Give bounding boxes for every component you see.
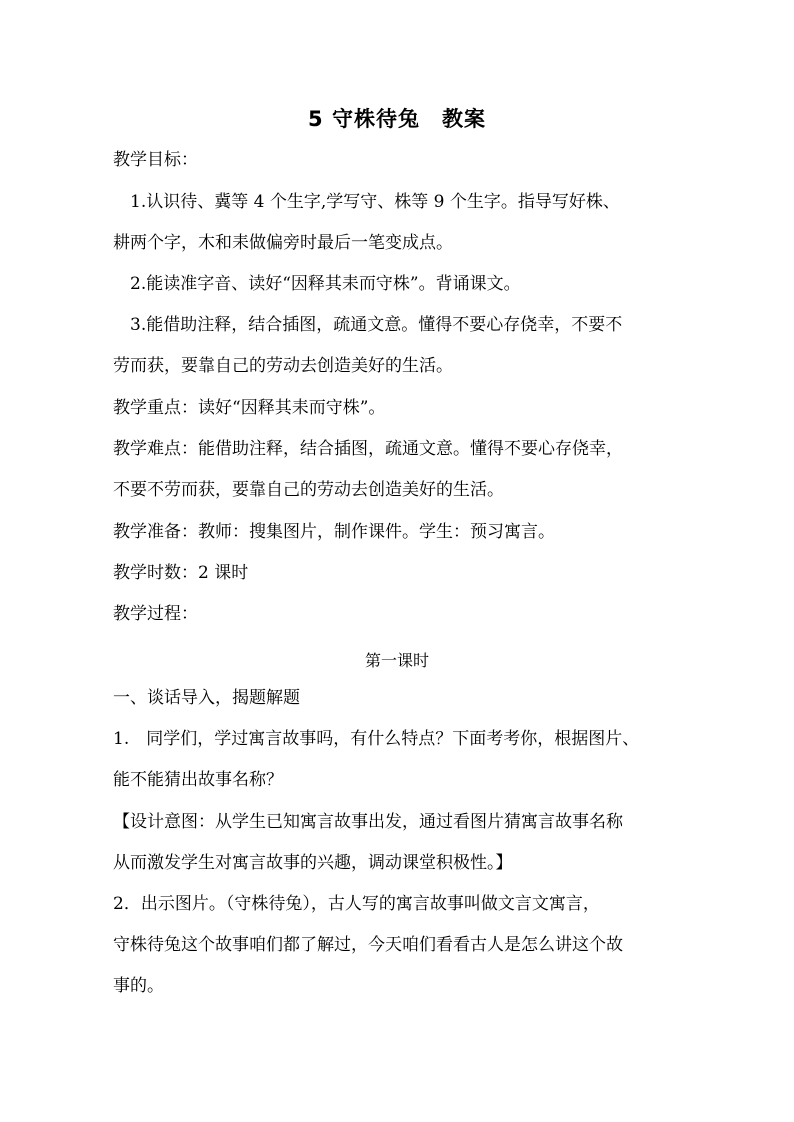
goal-1-line-2: 耕两个字，木和耒做偏旁时最后一笔变成点。 — [113, 233, 453, 253]
process-label: 教学过程： — [113, 604, 198, 624]
goals-label: 教学目标： — [113, 150, 198, 170]
item-2-line-2: 守株待兔这个故事咱们都了解过，今天咱们看看古人是怎么讲这个故 — [113, 935, 623, 955]
section-1-heading: 一、谈话导入，揭题解题 — [113, 688, 300, 708]
page-title: 5 守株待兔 教案 — [308, 107, 486, 131]
key-point: 教学重点：读好“因释其耒而守株”。 — [113, 398, 386, 418]
difficulty-line-2: 不要不劳而获，要靠自己的劳动去创造美好的生活。 — [113, 480, 504, 500]
goal-3-line-2: 劳而获，要靠自己的劳动去创造美好的生活。 — [113, 356, 453, 376]
design-intent-line-2: 从而激发学生对寓言故事的兴趣，调动课堂积极性。】 — [113, 853, 513, 873]
item-2-line-1: 2．出示图片。（守株待兔），古人写的寓言故事叫做文言文寓言， — [113, 894, 600, 914]
teaching-hours: 教学时数：2 课时 — [113, 563, 249, 583]
goal-2: 2.能读准字音、读好“因释其耒而守株”。背诵课文。 — [130, 274, 521, 294]
item-1-line-1: 1. 同学们，学过寓言故事吗，有什么特点？下面考考你，根据图片、 — [113, 729, 640, 749]
lesson-1-heading: 第一课时 — [364, 651, 429, 670]
goal-1-line-1: 1.认识待、冀等 4 个生字,学写守、株等 9 个生字。指导写好株、 — [130, 192, 620, 212]
item-2-line-3: 事的。 — [113, 976, 164, 996]
design-intent-line-1: 【设计意图：从学生已知寓言故事出发，通过看图片猜寓言故事名称 — [113, 812, 623, 832]
item-1-line-2: 能不能猜出故事名称？ — [113, 770, 283, 790]
preparation: 教学准备：教师：搜集图片，制作课件。学生：预习寓言。 — [113, 522, 555, 542]
difficulty-line-1: 教学难点：能借助注释，结合插图，疏通文意。懂得不要心存侥幸， — [113, 439, 623, 459]
goal-3-line-1: 3.能借助注释，结合插图，疏通文意。懂得不要心存侥幸，不要不 — [130, 315, 623, 335]
